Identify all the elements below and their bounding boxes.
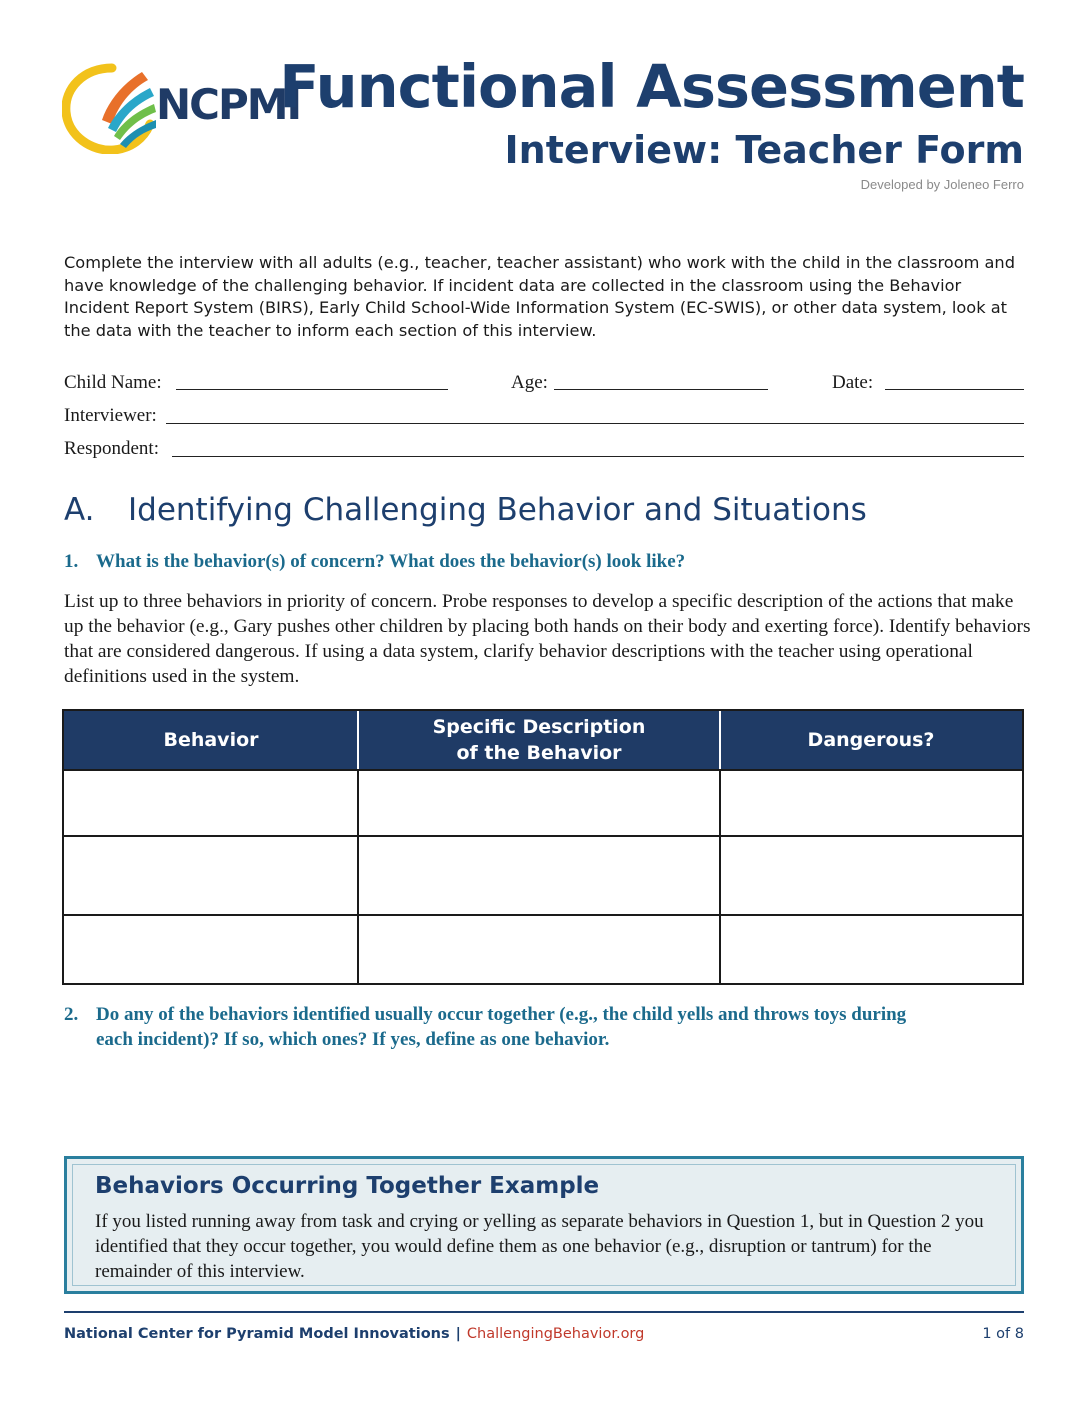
- header-description-line1: Specific Description: [432, 716, 646, 738]
- question-1: [64, 549, 1024, 574]
- child-name-field[interactable]: [176, 389, 448, 390]
- intro-paragraph: Complete the interview with all adults (e.g., teacher, teacher assistant) who work with the child in the classroom and have knowledge of the challenging behavior. If incident data are collected in the classroom using the Behavior Incident Report System (BIRS), Early Child School-Wide Information System (EC-SWIS), or other data system, look at the data with the teacher to inform each section of this interview.: [64, 253, 1015, 340]
- question-2-number: 2.: [64, 1004, 79, 1025]
- table-cell-dangerous-2[interactable]: [721, 837, 1022, 914]
- age-label: Age:: [511, 372, 548, 393]
- ncpmi-logo: [62, 62, 312, 154]
- table-cell-dangerous-1[interactable]: [721, 771, 1022, 835]
- question-1-text: What is the behavior(s) of concern? What does the behavior(s) look like?: [96, 551, 686, 572]
- header-divider: [357, 711, 359, 769]
- header-behavior: Behavior: [163, 729, 259, 751]
- footer-rule: [64, 1311, 1024, 1313]
- table-cell-description-3[interactable]: [359, 916, 719, 983]
- callout-body: If you listed running away from task and crying or yelling as separate behaviors in Question 1, but in Question 2 you identified that they occur together, you would define them as one behavior (e.g., disruption or tantrum) for the remainder of this interview.: [95, 1211, 984, 1282]
- footer-separator: |: [455, 1326, 461, 1342]
- table-cell-description-1[interactable]: [359, 771, 719, 835]
- table-cell-behavior-1[interactable]: [64, 771, 357, 835]
- header-dangerous: Dangerous?: [807, 729, 935, 751]
- ncpmi-logo-icon: [62, 62, 162, 154]
- logo-text: NCPMI: [156, 80, 301, 129]
- question-1-number: 1.: [64, 551, 79, 572]
- age-field[interactable]: [554, 389, 768, 390]
- title-line2: Interview: Teacher Form: [504, 128, 1024, 172]
- table-cell-behavior-3[interactable]: [64, 916, 357, 983]
- table-cell-dangerous-3[interactable]: [721, 916, 1022, 983]
- table-cell-behavior-2[interactable]: [64, 837, 357, 914]
- callout-title: Behaviors Occurring Together Example: [95, 1173, 600, 1199]
- footer-website-link[interactable]: ChallengingBehavior.org: [466, 1326, 645, 1342]
- header-description-line2: of the Behavior: [456, 742, 622, 764]
- question-2: [64, 1002, 1024, 1054]
- question-2-line2: each incident)? If so, which ones? If yes, define as one behavior.: [96, 1029, 610, 1050]
- header-description: [358, 711, 720, 769]
- footer: [64, 1326, 644, 1342]
- section-a-number: A.: [64, 492, 95, 528]
- question-1-instructions: List up to three behaviors in priority of concern. Probe responses to develop a specific description of the actions that make up the behavior (e.g., Gary pushes other children by placing both hands on their body and exerting force). Identify behaviors that are considered dangerous. If using a data system, clarify behavior descriptions with the teacher using operational definitions used in the system.: [64, 591, 1031, 687]
- page-number: 1 of 8: [982, 1326, 1024, 1342]
- respondent-field[interactable]: [172, 456, 1024, 457]
- respondent-label: Respondent:: [64, 438, 159, 459]
- section-a-title: Identifying Challenging Behavior and Situations: [128, 492, 867, 528]
- interviewer-field[interactable]: [166, 423, 1024, 424]
- title-line1: Functional Assessment: [279, 52, 1024, 121]
- example-callout: [64, 1156, 1024, 1294]
- interviewer-label: Interviewer:: [64, 405, 157, 426]
- section-a-heading: [64, 492, 867, 528]
- date-label: Date:: [832, 372, 874, 393]
- footer-org: National Center for Pyramid Model Innovations: [64, 1326, 450, 1342]
- question-2-line1: Do any of the behaviors identified usually occur together (e.g., the child yells and throws toys during: [96, 1004, 907, 1025]
- child-name-label: Child Name:: [64, 372, 162, 393]
- header-divider: [719, 711, 721, 769]
- date-field[interactable]: [885, 389, 1024, 390]
- behavior-table: [62, 709, 1024, 985]
- table-cell-description-2[interactable]: [359, 837, 719, 914]
- developed-by: Developed by Joleneo Ferro: [860, 177, 1024, 192]
